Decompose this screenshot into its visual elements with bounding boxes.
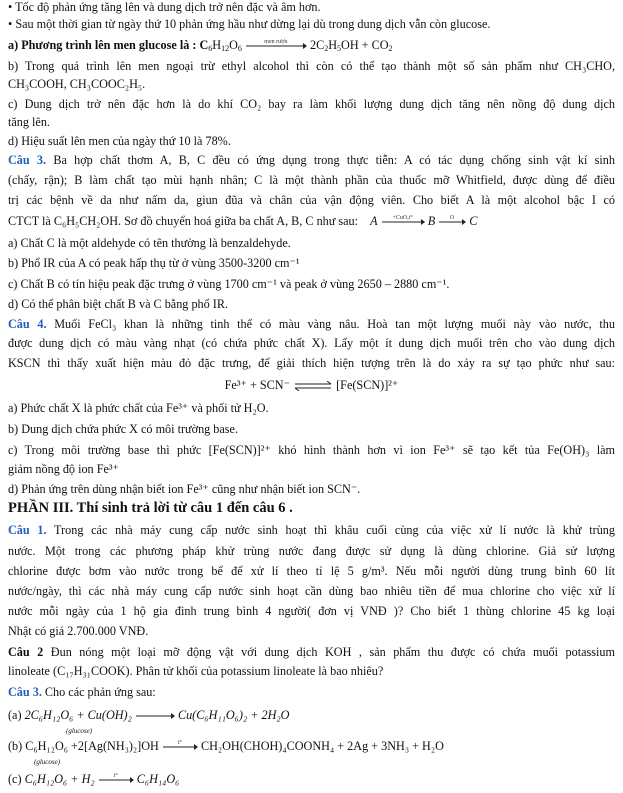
text-line: được dung dịch có màu vàng nhạt (có chứa phức chất X). Lấy một ít dung dịch muối trên cho vào dung dịch bbox=[8, 336, 615, 350]
reaction-c bbox=[8, 772, 615, 786]
question-label: Câu 4. bbox=[8, 317, 47, 331]
text-line: giảm nồng độ ion Fe³⁺ bbox=[8, 462, 119, 476]
complex-equation bbox=[8, 378, 615, 392]
compound-b: B bbox=[427, 214, 436, 228]
text-line: c) Chất B có tín hiệu peak đặc trưng ở vùng 1700 cm⁻¹ và peak ở vùng 2650 – 2880 cm⁻¹. bbox=[8, 277, 450, 291]
reaction-arrow bbox=[98, 773, 134, 784]
reaction-b bbox=[8, 739, 615, 753]
text-segment: Ba hợp chất thơm A, B, C đều có ứng dụng trong thực tiễn: A có tác dụng chống sinh vật kí sinh bbox=[46, 153, 615, 167]
text-line: nước mỗi ngày của 1 hộ gia đình trung bình 4 người( đơn vị VNĐ )? Cho biết 1 thùng chlorine 45 kg loại bbox=[8, 604, 615, 618]
part3-q2-line bbox=[8, 645, 615, 659]
question-label: Câu 1. bbox=[8, 523, 47, 537]
text-segment: Cho các phản ứng sau: bbox=[41, 685, 156, 699]
reaction-left: 2C₆H₁₂O₆ + Cu(OH)₂ bbox=[24, 708, 132, 722]
glucose-note: (glucose) bbox=[66, 727, 93, 735]
text-line: nước/ngày, thì các nhà máy cung cấp nước sinh hoạt cần dùng bao nhiêu tiền để mua chlorine cho việc xử lí bbox=[8, 584, 615, 598]
compound-a: A bbox=[370, 214, 378, 228]
question-label: Câu 3. bbox=[8, 685, 42, 699]
question-label: Câu 2 bbox=[8, 645, 44, 659]
equation-left: Fe³⁺ + SCN⁻ bbox=[224, 378, 291, 392]
text-segment: Muối FeCl₃ khan là những tinh thể có màu vàng nâu. Hoà tan một lượng muối này vào nước, thu bbox=[46, 317, 615, 331]
text-line: b) Trong quá trình lên men ngoại trừ ethyl alcohol thì còn có thể tạo thành một số sản phẩm như CH₃CHO, bbox=[8, 59, 615, 73]
reaction-arrow bbox=[438, 215, 466, 226]
reaction-arrow bbox=[162, 740, 198, 751]
text-line: d) Hiệu suất lên men của ngày thứ 10 là 78%. bbox=[8, 134, 231, 148]
reaction-left: C₆H₁₂O₆ +2[Ag(NH₃)₂]OH bbox=[25, 739, 159, 753]
text-line: a) Phức chất X là phức chất của Fe³⁺ và phối tử H₂O. bbox=[8, 401, 269, 415]
text-line: a) Phương trình lên men glucose là : C bbox=[8, 38, 209, 52]
reaction-arrow bbox=[245, 39, 307, 50]
text-line: trị các bệnh về da như nấm da, giun đũa và chân của vận động viên. Cho biết A là một alcohol bậc I có bbox=[8, 193, 615, 207]
text-segment: CTCT là C₆H₅CH₂OH. Sơ đồ chuyển hoá giữa ba chất A, B, C như sau: bbox=[8, 214, 359, 228]
reaction-label: (a) bbox=[8, 708, 22, 722]
text-line: b) Phổ IR của A có peak hấp thụ từ ở vùng 3500-3200 cm⁻¹ bbox=[8, 256, 300, 270]
arrow-label: O bbox=[450, 215, 455, 222]
reaction-label: (c) bbox=[8, 772, 22, 786]
text-line: linoleate (C₁₇H₃₁COOK). Phân tử khối của potassium linoleate là bao nhiêu? bbox=[8, 664, 384, 678]
arrow-label: +CuO,t° bbox=[392, 215, 413, 222]
compound-c: C bbox=[469, 214, 478, 228]
text-line: b) Dung dịch chứa phức X có môi trường base. bbox=[8, 422, 239, 436]
reaction-right: C₆H₁₄O₆ bbox=[136, 772, 180, 786]
text-line: • Tốc độ phản ứng tăng lên và dung dịch trở nên đặc và âm hơn. bbox=[8, 0, 321, 14]
text-line: c) Dung dịch trở nên đặc hơn là do khí CO₂ bay ra làm khối lượng dung dịch tăng nên nồng độ dung dịch bbox=[8, 97, 615, 111]
text-line: nước. Một trong các phương pháp khử trùng nước đang được sử dụng là dùng chlorine. Giả sử lượng bbox=[8, 544, 615, 558]
reaction-a bbox=[8, 708, 615, 722]
question-4-line bbox=[8, 317, 615, 331]
arrow-label: t° bbox=[177, 740, 182, 747]
glucose-note: (glucose) bbox=[34, 758, 61, 766]
part3-q1-line bbox=[8, 523, 615, 537]
text-line: chlorine được bơm vào nước trong bể để xử lí theo tỉ lệ 5 g/m³. Nếu mỗi người dùng trung bình 60 lít bbox=[8, 564, 615, 578]
text-line: • Sau một thời gian từ ngày thứ 10 phản ứng hầu như dừng lại dù trong dung dịch vẫn còn glucose. bbox=[8, 17, 491, 31]
text-line: (chấy, rận); B làm chất tạo mùi hạnh nhân; C là một thành phần của thuốc mỡ Whitfield, được dùng để điều bbox=[8, 173, 615, 187]
text-line: CH₃COOH, CH₃COOC₂H₅. bbox=[8, 77, 146, 91]
reaction-right: Cu(C₆H₁₁O₆)₂ + 2H₂O bbox=[177, 708, 290, 722]
equation-right: [Fe(SCN)]²⁺ bbox=[336, 378, 399, 392]
scheme-line bbox=[8, 214, 615, 228]
text-line: c) Trong môi trường base thì phức [Fe(SCN)]²⁺ khó hình thành hơn vì ion Fe³⁺ sẽ tạo kết tủa Fe(OH)₃ làm bbox=[8, 443, 615, 457]
section-heading: PHẦN III. Thí sinh trả lời từ câu 1 đến câu 6 . bbox=[8, 500, 293, 516]
part3-q3-line bbox=[8, 685, 615, 699]
text-segment: Trong các nhà máy cung cấp nước sinh hoạt thì khâu cuối cùng của việc xử lí nước là khử trùng bbox=[46, 523, 615, 537]
equation-fermentation: a) Phương trình lên men glucose là : $C_6H_{12}O_6$ men rượu $2C_2H_5OH + CO_2$ bbox=[8, 38, 615, 56]
reaction-left: C₆H₁₂O₆ + H₂ bbox=[24, 772, 95, 786]
text-line: Nhật có giá 2.700.000 VNĐ. bbox=[8, 624, 149, 638]
text-line: KSCN thì thấy xuất hiện màu đỏ đặc trưng, để giải thích hiện tượng trên là do xảy ra sự tạo phức như sau: bbox=[8, 356, 615, 370]
text-line: a) Chất C là một aldehyde có tên thường là benzaldehyde. bbox=[8, 236, 291, 250]
arrow-label: t° bbox=[113, 773, 118, 780]
arrow-label: men rượu bbox=[264, 39, 288, 46]
text-segment: Đun nóng một loại mỡ động vật với dung dịch KOH , sản phẩm thu được có chứa muối potassium bbox=[43, 645, 615, 659]
reaction-arrow bbox=[381, 215, 425, 226]
reaction-right: CH₂OH(CHOH)₄COONH₄ + 2Ag + 3NH₃ + H₂O bbox=[200, 739, 444, 753]
text-line: d) Phản ứng trên dùng nhận biết ion Fe³⁺ cũng như nhận biết ion SCN⁻. bbox=[8, 482, 361, 496]
question-label: Câu 3. bbox=[8, 153, 47, 167]
reaction-label: (b) bbox=[8, 739, 23, 753]
reaction-arrow bbox=[135, 712, 175, 720]
text-line: tăng lên. bbox=[8, 115, 50, 129]
text-line: d) Có thể phân biệt chất B và C bằng phổ IR. bbox=[8, 297, 229, 311]
question-3-line bbox=[8, 153, 615, 167]
equilibrium-arrow bbox=[293, 381, 333, 391]
